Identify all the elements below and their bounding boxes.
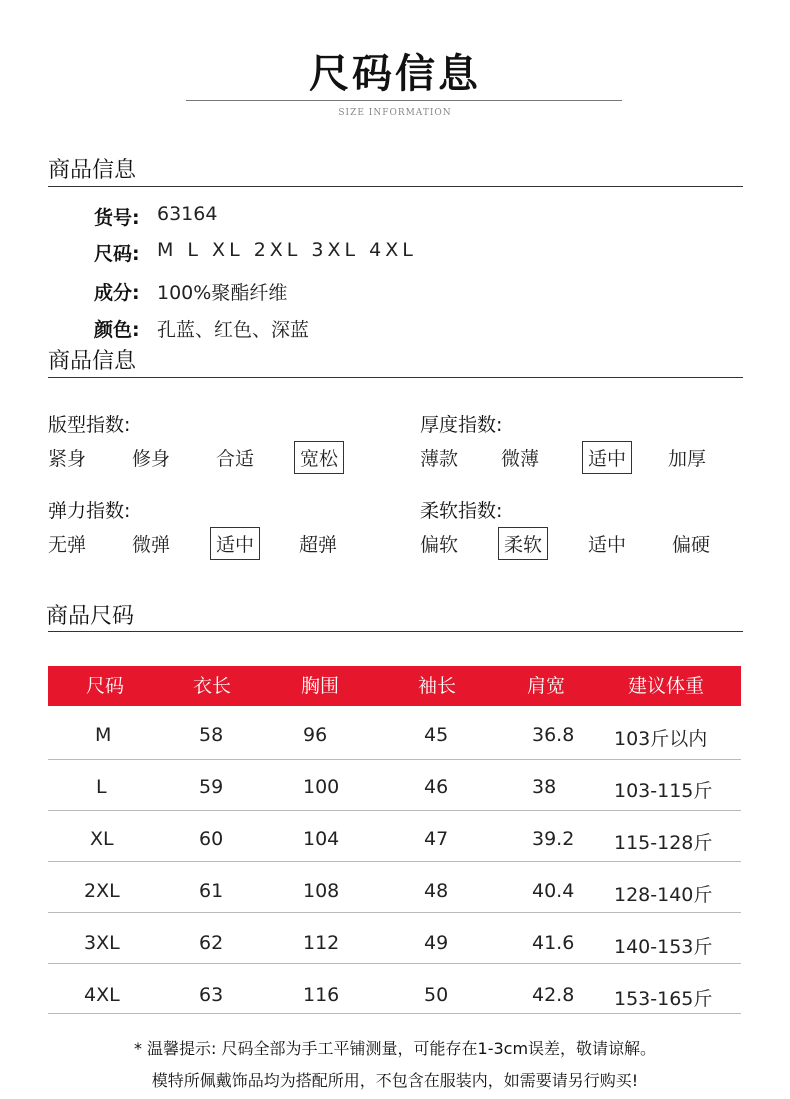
table-cell-length: 58 [199, 724, 224, 746]
table-cell-size: 3XL [84, 932, 120, 954]
table-cell-weight: 128-140斤 [614, 884, 713, 906]
table-cell-weight: 115-128斤 [614, 832, 713, 854]
size-table-divider [48, 631, 743, 632]
table-cell-length: 62 [199, 932, 224, 954]
sizes-label: 尺码: [94, 243, 140, 265]
table-cell-chest: 96 [303, 724, 328, 746]
thickness-option-medium-selected: 适中 [582, 441, 632, 474]
fit-option-regular: 合适 [216, 448, 255, 470]
softness-option-stiff: 偏硬 [672, 534, 711, 556]
softness-index-title: 柔软指数: [420, 500, 503, 522]
measurement-note: * 温馨提示: 尺码全部为手工平铺测量，可能存在1-3cm误差，敬请谅解。 [133, 1039, 657, 1058]
table-cell-sleeve: 49 [424, 932, 449, 954]
title-divider [186, 100, 622, 101]
thickness-option-thick: 加厚 [668, 448, 707, 470]
column-header-sleeve: 袖长 [417, 675, 457, 697]
thickness-option-slightly-thin: 微薄 [501, 448, 540, 470]
table-cell-sleeve: 50 [424, 984, 449, 1006]
page-title: 尺码信息 [309, 51, 481, 97]
softness-option-soft-ish: 偏软 [420, 534, 459, 556]
row-divider [48, 1013, 741, 1014]
column-header-length: 衣长 [192, 675, 232, 697]
material-label: 成分: [94, 282, 140, 304]
table-cell-sleeve: 47 [424, 828, 449, 850]
table-cell-weight: 103斤以内 [614, 728, 708, 750]
table-cell-shoulder: 36.8 [532, 724, 575, 746]
table-cell-shoulder: 40.4 [532, 880, 575, 902]
column-header-shoulder: 肩宽 [526, 675, 566, 697]
table-cell-weight: 103-115斤 [614, 780, 713, 802]
color-value: 孔蓝、红色、深蓝 [157, 319, 310, 341]
softness-option-medium: 适中 [588, 534, 627, 556]
column-header-chest: 胸围 [300, 675, 340, 697]
material-value: 100%聚酯纤维 [157, 282, 288, 304]
table-cell-size: XL [90, 828, 114, 850]
table-cell-chest: 116 [303, 984, 340, 1006]
fit-option-slim: 修身 [132, 448, 171, 470]
indices-heading: 商品信息 [48, 349, 137, 374]
table-cell-size: L [96, 776, 107, 798]
elasticity-option-slight: 微弹 [132, 534, 171, 556]
table-cell-size: 2XL [84, 880, 120, 902]
table-cell-size: 4XL [84, 984, 120, 1006]
table-cell-length: 61 [199, 880, 224, 902]
table-cell-length: 59 [199, 776, 224, 798]
table-cell-chest: 104 [303, 828, 340, 850]
table-cell-chest: 112 [303, 932, 340, 954]
table-cell-length: 63 [199, 984, 224, 1006]
table-cell-weight: 140-153斤 [614, 936, 713, 958]
elasticity-option-super: 超弹 [299, 534, 338, 556]
item-number-value: 63164 [157, 203, 218, 225]
table-cell-shoulder: 42.8 [532, 984, 575, 1006]
row-divider [48, 861, 741, 862]
row-divider [48, 912, 741, 913]
table-cell-size: M [95, 724, 112, 746]
table-cell-length: 60 [199, 828, 224, 850]
color-label: 颜色: [94, 319, 140, 341]
indices-divider [48, 377, 743, 378]
item-number-label: 货号: [94, 207, 140, 229]
table-cell-chest: 100 [303, 776, 340, 798]
elasticity-option-medium-selected: 适中 [210, 527, 260, 560]
table-cell-sleeve: 45 [424, 724, 449, 746]
row-divider [48, 759, 741, 760]
row-divider [48, 810, 741, 811]
table-cell-weight: 153-165斤 [614, 988, 713, 1010]
table-cell-sleeve: 48 [424, 880, 449, 902]
softness-option-soft-selected: 柔软 [498, 527, 548, 560]
page-subtitle: SIZE INFORMATION [338, 108, 452, 118]
thickness-option-thin: 薄款 [420, 448, 459, 470]
table-cell-chest: 108 [303, 880, 340, 902]
product-info-heading: 商品信息 [48, 158, 137, 183]
column-header-weight: 建议体重 [627, 675, 705, 697]
thickness-index-title: 厚度指数: [420, 414, 503, 436]
table-cell-shoulder: 38 [532, 776, 557, 798]
table-cell-shoulder: 39.2 [532, 828, 575, 850]
column-header-size: 尺码 [85, 675, 125, 697]
row-divider [48, 963, 741, 964]
elasticity-index-title: 弹力指数: [48, 500, 131, 522]
sizes-value: M L XL 2XL 3XL 4XL [157, 239, 417, 261]
product-info-divider [48, 186, 743, 187]
size-table-heading: 商品尺码 [46, 604, 135, 629]
table-cell-sleeve: 46 [424, 776, 449, 798]
fit-index-title: 版型指数: [48, 414, 131, 436]
fit-option-loose-selected: 宽松 [294, 441, 344, 474]
fit-option-tight: 紧身 [48, 448, 87, 470]
elasticity-option-none: 无弹 [48, 534, 87, 556]
table-cell-shoulder: 41.6 [532, 932, 575, 954]
size-table-header [48, 666, 741, 706]
accessories-note: 模特所佩戴饰品均为搭配所用，不包含在服装内，如需要请另行购买! [151, 1071, 639, 1090]
